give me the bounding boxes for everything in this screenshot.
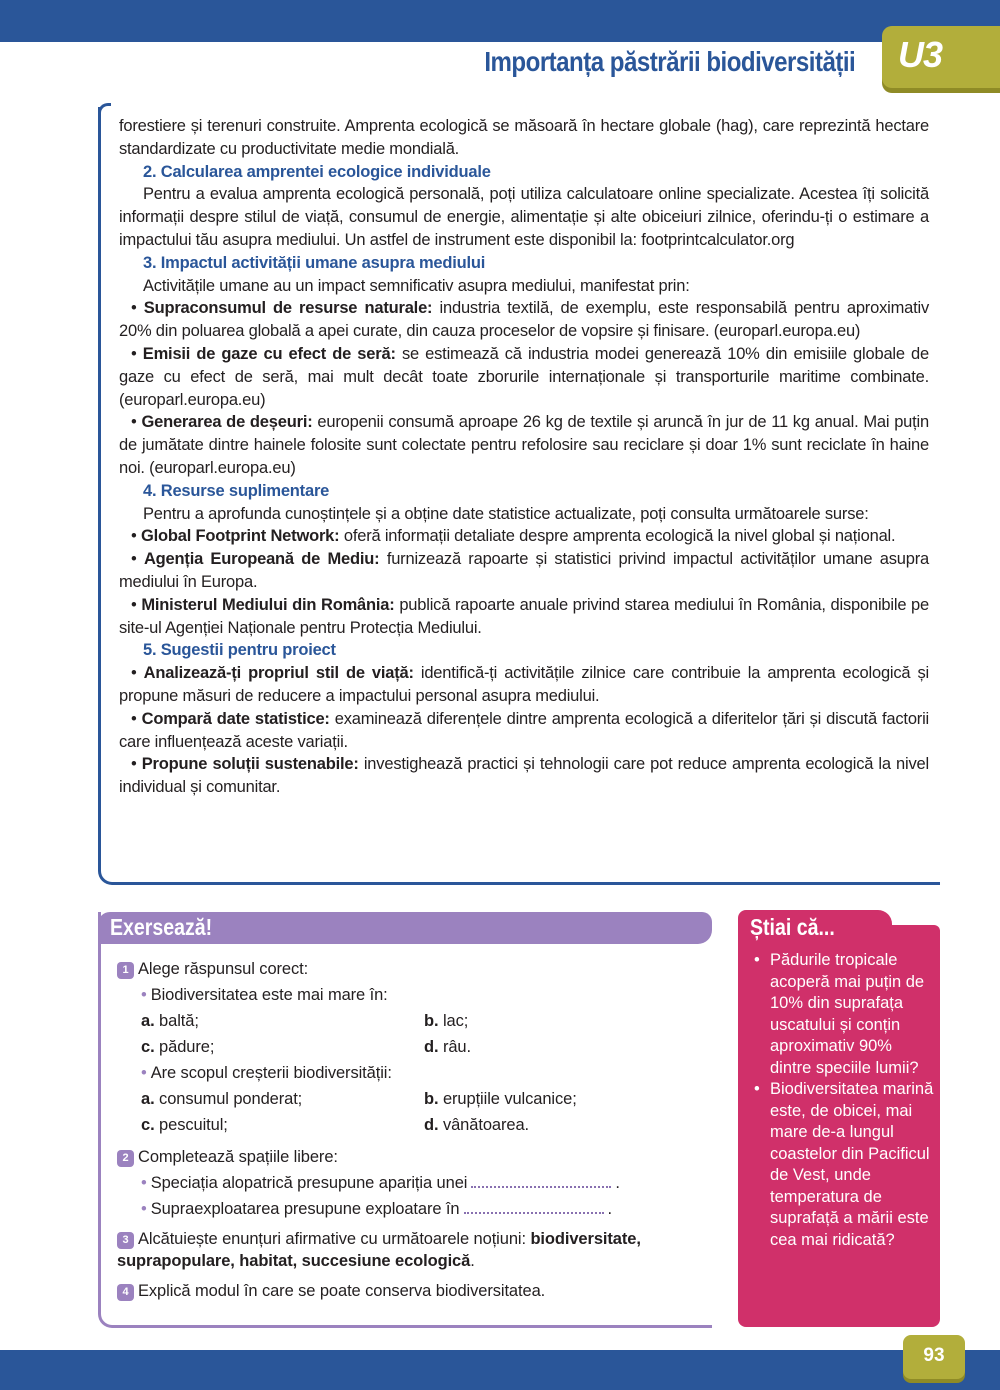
page-title: Importanța păstrării biodiversității: [484, 46, 855, 77]
exercises-body: [117, 956, 707, 1304]
question-3: 3 Alcătuiește enunțuri afirmative cu următoarele noțiuni: biodiversitate, suprapopulare, habitat, succesiune ecologică.: [117, 1230, 641, 1270]
question-1a-prompt: • Biodiversitatea este mai mare în:: [141, 986, 388, 1004]
fill-blank-item: • Speciația alopatrică presupune apariția unei .: [141, 1174, 620, 1192]
list-item: • Ministerul Mediului din România: publică rapoarte anuale privind starea mediului în România, disponibile pe site-ul Agenției Naționale pentru Protecția Mediului.: [119, 595, 930, 637]
section-5-heading: 5. Sugestii pentru proiect: [143, 641, 336, 660]
bullet-icon: •: [754, 951, 760, 969]
exercises-title: Exersează!: [110, 914, 213, 940]
bottom-band: [0, 1350, 1000, 1390]
list-item: • Global Footprint Network: oferă informații detaliate despre amprenta ecologică la nivel global și național.: [131, 527, 896, 546]
list-item: • Propune soluții sustenabile: investighează practici și tehnologii care pot reduce amprenta ecologică la nivel individual și comunitar.: [119, 755, 929, 797]
question-1: 1 Alege răspunsul corect:: [117, 956, 707, 982]
list-item: • Agenția Europeană de Mediu: furnizează rapoarte și statistici privind impactul activităților umane asupra mediului în Europa.: [119, 550, 930, 591]
page-number: 93: [923, 1345, 945, 1366]
bullet-icon: •: [141, 1064, 147, 1082]
did-you-know-header: [738, 910, 892, 944]
unit-badge: [882, 26, 1000, 88]
answer-options-row: [117, 1034, 707, 1060]
question-number-badge: 4: [117, 1284, 134, 1301]
question-2: 2 Completează spațiile libere:: [117, 1144, 707, 1170]
section-2-text: Pentru a evalua amprenta ecologică personală, poți utiliza calculatoare online specializate. Acestea îți solicită informații despre stilul de viață, consumul de energie, alimentație și alte obiceiuri zilnice, oferindu-ți o estimare a impactului tău asupra mediului. Un astfel de instrument este disponibil la: footprintcalculator.org: [119, 185, 929, 249]
answer-option[interactable]: b. erupțiile vulcanice;: [424, 1090, 577, 1108]
unit-label: U3: [898, 34, 943, 75]
section-4-heading: 4. Resurse suplimentare: [143, 481, 330, 500]
blank-field[interactable]: [471, 1176, 611, 1188]
intro-paragraph: forestiere și terenuri construite. Amprenta ecologică se măsoară în hectare globale (hag), care reprezintă hectare standardizate cu productivitate medie mondială.: [119, 117, 929, 158]
exercises-header: [98, 912, 712, 944]
bullet-icon: •: [141, 1174, 147, 1192]
answer-options-row: [117, 1112, 707, 1138]
question-4: 4 Explică modul în care se poate conserva biodiversitatea.: [117, 1278, 707, 1304]
bullet-icon: •: [141, 986, 147, 1004]
answer-option[interactable]: b. lac;: [424, 1012, 469, 1030]
fact-item: • Biodiversitatea marină este, de obicei, mai mare de-a lungul coastelor din Pacificul de Vest, unde temperatura de suprafață a mării este cea mai ridicată?: [754, 1080, 934, 1249]
answer-option[interactable]: c. pădure;: [141, 1038, 215, 1056]
fact-item: • Pădurile tropicale acoperă mai puțin de 10% din suprafața uscatului și conțin aproximativ 90% dintre speciile lumii?: [754, 951, 925, 1077]
section-3-heading: 3. Impactul activității umane asupra mediului: [143, 253, 486, 272]
list-item: • Supraconsumul de resurse naturale: industria textilă, de exemplu, este responsabilă pentru aproximativ 20% din poluarea globală a apei curate, din cauza proceselor de vopsire și finisare. (europarl.europa.eu): [119, 299, 930, 341]
bullet-icon: •: [141, 1200, 147, 1218]
bullet-icon: •: [754, 1080, 760, 1098]
main-content-box: [98, 107, 940, 885]
answer-option[interactable]: c. pescuitul;: [141, 1116, 228, 1134]
did-you-know-title: Știai că...: [750, 914, 835, 940]
question-number-badge: 1: [117, 962, 134, 979]
page-number-badge: [903, 1335, 965, 1379]
did-you-know-body: [754, 950, 934, 1251]
answer-options-row: [117, 1008, 707, 1034]
answer-option[interactable]: a. baltă;: [141, 1012, 199, 1030]
list-item: • Emisii de gaze cu efect de seră: se estimează că industria modei generează 10% din emisiile globale de gaze cu efect de seră, mai mult decât toate zborurile internaționale și transporturile maritime combinate. (europarl.europa.eu): [119, 344, 930, 409]
main-text: [119, 115, 929, 799]
fill-blank-item: • Supraexploatarea presupune exploatare în .: [141, 1200, 612, 1218]
question-number-badge: 2: [117, 1150, 134, 1167]
list-item: • Generarea de deșeuri: europenii consumă aproape 26 kg de textile și aruncă în jur de 11 kg anual. Mai puțin de jumătate dintre hainele folosite sunt colectate pentru refolosire sau reciclare și doar 1% sunt reciclate în haine noi. (europarl.europa.eu): [119, 413, 929, 477]
section-4-text: Pentru a aprofunda cunoștințele și a obține date statistice actualizate, poți consulta următoarele surse:: [143, 504, 869, 523]
answer-option[interactable]: a. consumul ponderat;: [141, 1090, 303, 1108]
section-3-text: Activitățile umane au un impact semnificativ asupra mediului, manifestat prin:: [143, 276, 690, 295]
top-band: [0, 0, 1000, 42]
list-item: • Analizează-ți propriul stil de viață: identifică-ți activitățile zilnice care contribuie la amprenta ecologică și propune măsuri de reducere a impactului personal asupra mediului.: [119, 664, 929, 705]
exercises-box: [98, 912, 712, 1328]
blank-field[interactable]: [464, 1202, 604, 1214]
answer-option[interactable]: d. vânătoarea.: [424, 1116, 530, 1134]
answer-options-row: [117, 1086, 707, 1112]
answer-option[interactable]: d. râu.: [424, 1038, 471, 1056]
question-number-badge: 3: [117, 1232, 134, 1249]
section-2-heading: 2. Calcularea amprentei ecologice individuale: [143, 162, 491, 181]
question-1b-prompt: • Are scopul creșterii biodiversității:: [141, 1064, 392, 1082]
list-item: • Compară date statistice: examinează diferențele dintre amprenta ecologică a diferitelor țări și discută factorii care influențează aceste variații.: [119, 709, 930, 751]
